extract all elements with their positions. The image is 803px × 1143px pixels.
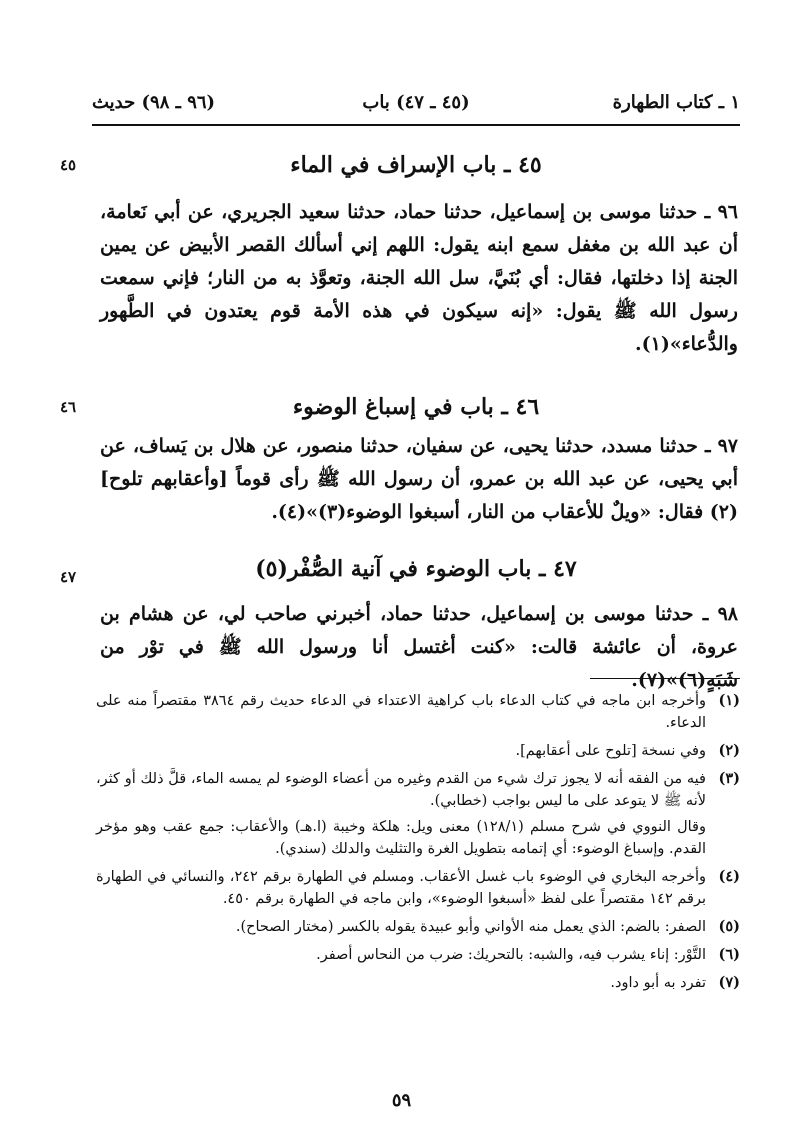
footnote: [96, 972, 740, 994]
footnote: [96, 740, 740, 762]
footnote-number: (٥): [718, 918, 740, 935]
hadith-paragraph: ٩٨ ـ حدثنا موسى بن إسماعيل، حدثنا حماد، أخبرني صاحب لي، عن هشام بن عروة، أن عائشة قالت: «كنت أغتسل أنا ورسول الله ﷺ في توْر من شَبَهٍ(٦)»(٧).: [100, 603, 738, 691]
hadith-text: [100, 598, 738, 697]
footnote-number: (٦): [718, 946, 740, 963]
footnote-text: وأخرجه البخاري في الوضوء باب غسل الأعقاب. ومسلم في الطهارة برقم ٢٤٢، والنسائي في الطهارة برقم ١٤٢ مقتصراً على لفظ «أسبغوا الوضوء»، وابن ماجه في الطهارة برقم ٤٥٠.: [96, 869, 706, 907]
chapter-title: ٤٧ ـ باب الوضوء في آنية الصُّفْر(٥): [255, 556, 577, 582]
footnote: [96, 944, 740, 966]
footnote-number: (١): [718, 692, 740, 709]
footnote-text: وقال النووي في شرح مسلم (١٢٨/١) معنى ويل: هلكة وخيبة (ا.هـ) والأعقاب: جمع عقب وهو مؤخر القدم. وإسباغ الوضوء: أي إتمامه بتطويل الغرة والتثليث والدلك (سندي).: [96, 819, 706, 857]
chapter-title: ٤٦ ـ باب في إسباغ الوضوء: [292, 394, 540, 420]
header-divider: [92, 124, 740, 126]
margin-chapter-number: ٤٦: [60, 398, 77, 416]
hadith-text: [100, 430, 738, 529]
footnote: [96, 916, 740, 938]
footnote: [96, 866, 740, 910]
footnote-text: وأخرجه ابن ماجه في كتاب الدعاء باب كراهية الاعتداء في الدعاء حديث رقم ٣٨٦٤ مقتصراً منه على الدعاء.: [96, 693, 706, 731]
margin-chapter-number: ٤٥: [60, 156, 77, 174]
footnote-text: فيه من الفقه أنه لا يجوز ترك شيء من القدم وغيره من أعضاء الوضوء لم يمسه الماء، قلَّ ذلك أو كثر، لأنه ﷺ لا يتوعد على ما ليس بواجب (خطابي).: [96, 771, 706, 809]
footnote-text: الصفر: بالضم: الذي يعمل منه الأواني وأبو عبيدة يقوله بالكسر (مختار الصحاح).: [235, 919, 706, 935]
footnote-number: (٤): [718, 868, 740, 885]
footnote-number: (٢): [718, 742, 740, 759]
chapter-title: ٤٥ ـ باب الإسراف في الماء: [290, 152, 542, 178]
running-header: [92, 92, 740, 122]
footnote-text: التَّوْر: إناء يشرب فيه، والشبه: بالتحريك: ضرب من النحاس أصفر.: [316, 947, 706, 963]
hadith-paragraph: ٩٧ ـ حدثنا مسدد، حدثنا يحيى، عن سفيان، حدثنا منصور، عن هلال بن يَساف، عن أبي يحيى، عن عبد الله بن عمرو، أن رسول الله ﷺ رأى قوماً [وأعقابهم تلوح](٢) فقال: «ويلٌ للأعقاب من النار، أسبغوا الوضوء(٣)»(٤).: [100, 435, 738, 523]
footnote-text: وفي نسخة [تلوح على أعقابهم].: [515, 743, 706, 759]
footnote-divider: [590, 678, 740, 679]
hadith-paragraph: ٩٦ ـ حدثنا موسى بن إسماعيل، حدثنا حماد، حدثنا سعيد الجريري، عن أبي نَعامة، أن عبد الله بن مغفل سمع ابنه يقول: اللهم إني أسألك القصر الأبيض عن يمين الجنة إذا دخلتها، فقال: أي بُنَيَّ، سل الله الجنة، وتعوَّذ به من النار؛ فإني سمعت رسول الله ﷺ يقول: «إنه سيكون في هذه الأمة قوم يعتدون في الطَّهور والدُّعاء»(١).: [100, 201, 738, 355]
footnote-number: (٧): [718, 974, 740, 991]
hadith-text: [100, 196, 738, 361]
footnote: [96, 768, 740, 860]
header-book-title: ١ ـ كتاب الطهارة: [612, 92, 740, 113]
footnote-text: تفرد به أبو داود.: [610, 975, 706, 991]
page-number: ٥٩: [391, 1090, 412, 1111]
margin-chapter-number: ٤٧: [60, 568, 77, 586]
footnote-number: (٣): [718, 770, 740, 787]
header-chapter-range: (٤٥ ـ ٤٧) باب: [362, 92, 470, 113]
footnotes: [96, 690, 740, 1000]
footnote: [96, 690, 740, 734]
header-hadith-range: (٩٦ ـ ٩٨) حديث: [92, 92, 216, 113]
